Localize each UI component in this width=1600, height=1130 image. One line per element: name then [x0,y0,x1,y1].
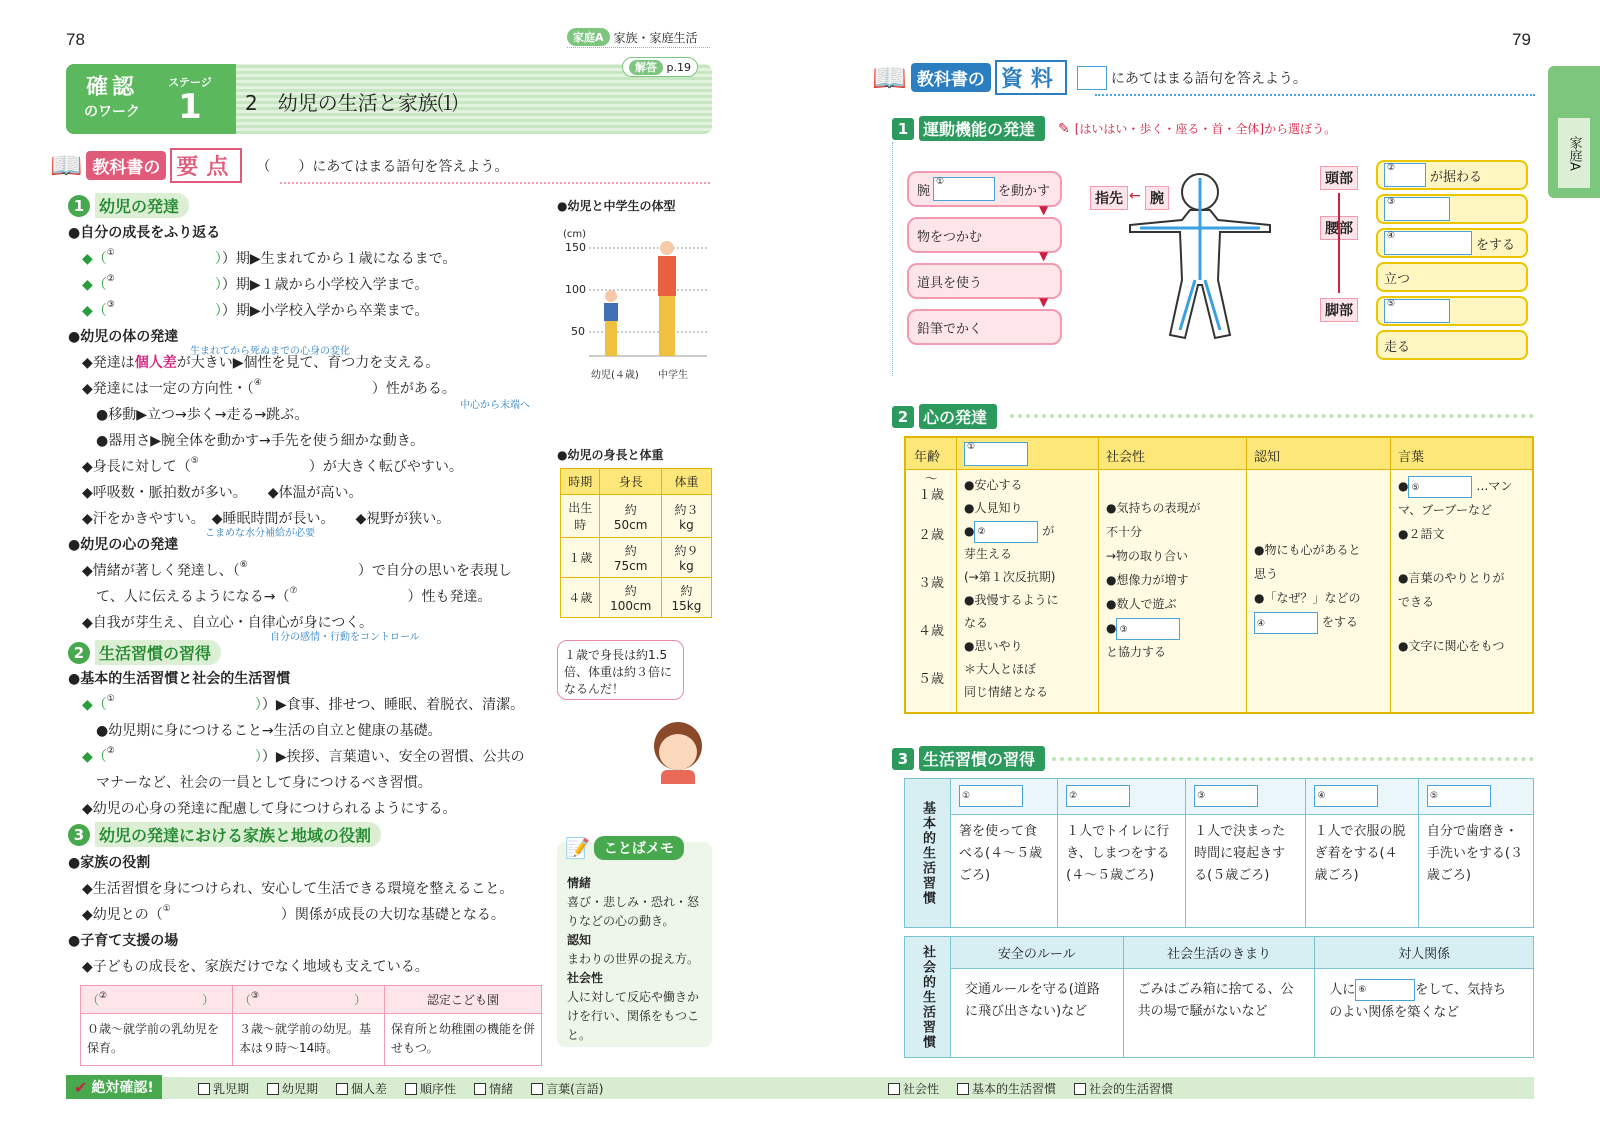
blank-line-1: ◆（① ））期▶生まれてから１歳になるまで。 [82,248,457,267]
text-line: マナーなど、社会の一員として身につけるべき習慣。 [96,775,432,791]
section-3-heading: 3 幼児の発達における家族と地域の役割 [68,822,381,847]
check-item[interactable]: 言葉(言語) [531,1080,603,1097]
leg-label: 脚部 [1320,298,1358,322]
stage-badge: ステージ 1 [168,76,212,127]
basic-habits-table: 基本的生活習慣 ① ② ③ ④ ⑤ 箸を使って食べる(４～５歳ごろ) １人でトイレに行き、しまつをする(４～５歳ごろ) １人で決まった時間に寝起きする(５歳ごろ) １人で衣服の脱ぎ着をする(４歳ごろ) 自分で歯磨き・手洗いをする(３歳ごろ) [904,778,1534,928]
sub-heading: ●基本的生活習慣と社会的生活習慣 [68,671,291,687]
col-sociality: ●気持ちの表現が 不十分 →物の取り合い ●想像力が増す ●数人で遊ぶ ● ③ と協力する [1106,501,1201,659]
right-checklist [888,1080,1191,1097]
memo-term: 認知 [567,933,592,947]
blank-line-3: ◆（③ ））期▶小学校入学から卒業まで。 [82,300,429,319]
care-cell: ０歳～就学前の乳幼児を保育。 [81,1014,233,1066]
right-section-1-heading: 1 運動機能の発達 ✎ [はいはい・歩く・座る・首・全体]から選ぼう。 [892,116,1336,141]
annotation: 自分の感情・行動をコントロール [270,632,420,643]
motor-row-3: 道具を使う [907,263,1062,299]
sub-heading: ●自分の成長をふり返る [68,225,221,241]
blank-line-8: ◆（① ））▶食事、排せつ、睡眠、着脱衣、清潔。 [82,694,525,713]
text-line: ●器用さ▶腕全体を動かす→手先を使う細かな動き。 [96,433,425,449]
care-cell: 保育所と幼稚園の機能を併せもつ。 [385,1014,542,1066]
row-label: 基本的生活習慣 [905,779,951,928]
motor-step-1: ② が据わる [1376,160,1528,190]
check-item[interactable]: 情緒 [474,1080,513,1097]
teen-figure [658,241,676,356]
memo-desc: まわりの世界の捉え方。 [567,952,700,966]
social-cell: ごみはごみ箱に捨てる、公共の場で騒がないなど [1123,969,1315,1058]
chapter-title: 2 幼児の生活と家族⑴ [245,91,458,115]
text-line: ◆幼児の心身の発達に配慮して身につけられるようにする。 [82,801,457,817]
book-icon: 📖 [872,61,907,94]
social-cell: 交通ルールを守る(道路に飛び出さない)など [951,969,1124,1058]
motor-step-5: ⑤ [1376,296,1528,326]
memo-term: 情緒 [567,876,592,890]
section-1-heading: 1 幼児の発達 [68,193,189,218]
blank-line-9: ◆（② ））▶挨拶、言葉遣い、安全の習慣、公共の [82,746,525,765]
blank-line-4: ◆発達には一定の方向性・（④ ）性がある。 [82,378,456,397]
annotation: こまめな水分補給が必要 [205,528,315,539]
check-item[interactable]: 基本的生活習慣 [957,1080,1056,1097]
page-number-left: 78 [66,30,85,49]
axis-tick: 50 [571,325,585,338]
check-item[interactable]: 乳児期 [198,1080,249,1097]
social-cell: 人に ⑥ をして、気持ちのよい関係を築くなど [1315,969,1534,1058]
word-memo [557,842,712,1047]
habit-cell: 箸を使って食べる(４～５歳ごろ) [951,814,1058,928]
motor-step-6: 走る [1376,330,1528,360]
check-work-badge: 確認 のワーク [84,75,140,120]
page-number-right: 79 [1512,30,1531,49]
finger-label: 指先 [1090,186,1128,210]
childcare-table: （② ） （③ ） 認定こども園 ０歳～就学前の乳幼児を保育。 ３歳～就学前の幼児。基本は９時～14時。 保育所と幼稚園の機能を併せもつ。 [80,985,542,1066]
sub-heading: ●幼児の体の発達 [68,329,179,345]
right-section-3-heading: 3 生活習慣の習得 [892,746,1045,771]
blank-line-7: て、人に伝えるようになる→（⑦ ）性も発達。 [96,586,492,605]
figure-label: 幼児(４歳) [591,370,639,381]
check-item[interactable]: 順序性 [405,1080,456,1097]
age-column: ～ １歳 ２歳 ３歳 ４歳 ５歳 [917,472,944,687]
side-tab: 家庭A [1548,66,1600,198]
blank-line-5: ◆身長に対して（⑤ ）が大きく転びやすい。 [82,456,463,475]
col-cognition: ●物にも心があると 思う ●「なぜ？」などの ④ をする [1254,538,1360,634]
check-label: ✔ 絶対確認! [66,1075,162,1099]
speech-bubble: １歳で身長は約1.5倍、体重は約３倍になるんだ！ [557,640,684,700]
sub-heading: ●幼児の心の発達 [68,537,179,553]
arm-label: 腕 [1145,186,1169,210]
right-section-2-heading: 2 心の発達 [892,404,997,429]
col-language: ● ⑤ …マン マ、ブーブーなど ●２語文 ●言葉のやりとりが できる ●文字に関心をもつ [1398,474,1512,658]
memo-desc: 人に対して反応や働きかけを行い、関係をもつこと。 [567,990,700,1042]
table-header: 言葉 [1398,450,1425,465]
arrow-left-icon: ← [1129,188,1141,204]
annotation: 中心から末端へ [460,400,530,411]
check-item[interactable]: 幼児期 [267,1080,318,1097]
col-emotion: ●安心する ●人見知り ● ② が 芽生える (→第１次反抗期) ●我慢するように なる ●思いやり ＊大人とほぼ 同じ情緒となる [964,478,1059,699]
answer-link[interactable]: 解答 p.19 [622,57,698,77]
motor-step-2: ③ [1376,194,1528,224]
blank-line-10: ◆幼児との（① ）関係が成長の大切な基礎となる。 [82,904,505,923]
habit-cell: １人で決まった時間に寝起きする(５歳ごろ) [1186,814,1306,928]
figure-title: ●幼児と中学生の体型 [557,199,676,213]
child-figure [604,290,618,356]
left-checklist [198,1080,621,1097]
text-line: ◆生活習慣を身につけられ、安心して生活できる環境を整えること。 [82,881,514,897]
care-cell: ３歳～就学前の幼児。基本は９時～14時。 [233,1014,385,1066]
social-head: 社会生活のきまり [1123,937,1315,969]
height-weight-table: 時期 身長 体重 出生時 約 50cm 約３kg １歳 約 75cm 約９kg ４歳 約100cm 約15kg [560,468,712,618]
text-line: ◆汗をかきやすい。 ◆睡眠時間が長い。 ◆視野が狭い。 [82,511,451,527]
mind-development-table: 年齢 ① 社会性 認知 言葉 ～ １歳 ２歳 ３歳 ４歳 ５歳 ●安心する ●人見知り ● ② が 芽生える (→第１次反抗期) ●我慢するように なる ●思いやり ＊大人とほぼ 同じ情緒となる ●気持ちの表現が 不十分 →物の取り合い ●想像力が増す ●数人で遊ぶ ● ③ と協力する ●物にも心があると 思う ●「なぜ？」などの ④ をする ● ⑤ …マン マ、ブーブーなど ●２語文 ●言葉のやりとりが できる ●文字に関心をもつ [904,436,1534,714]
pencil-icon: ✎ [1058,120,1070,137]
care-head: 認定こども園 [385,986,542,1014]
annotation: 生まれてから死ぬまでの心身の変化 [190,346,350,357]
table-header: 年齢 [914,450,941,465]
memo-title: 📝 ことばメモ [565,836,684,860]
habit-cell: 自分で歯磨き・手洗いをする(３歳ごろ) [1418,814,1533,928]
memo-desc: 喜び・悲しみ・恐れ・怒りなどの心の動き。 [567,895,700,928]
body-outline-figure [1120,170,1280,350]
section-2-heading: 2 生活習慣の習得 [68,640,221,665]
motor-row-1: 腕 ① を動かす [907,171,1062,207]
subject-tag: 家庭A 家族・家庭生活 [567,28,698,46]
text-line: ◆呼吸数・脈拍数が多い。 ◆体温が高い。 [82,485,363,501]
motor-step-3: ④ をする [1376,228,1528,258]
arrow-down-icon: ▼ [1039,295,1049,309]
memo-term: 社会性 [567,971,604,985]
check-item[interactable]: 社会性 [888,1080,939,1097]
habit-cell: １人でトイレに行き、しまつをする(４～５歳ごろ) [1058,814,1186,928]
checkmark-icon: ✔ [74,1077,88,1097]
table-header: 認知 [1254,450,1281,465]
text-line: ◆発達は個人差が大きい▶個性を見て、育つ力を支える。 [82,355,440,371]
table-header: 社会性 [1106,450,1146,465]
head-label: 頭部 [1320,166,1358,190]
social-head: 安全のルール [951,937,1124,969]
text-line: ◆自我が芽生え、自立心・自律心が身につく。 [82,615,374,631]
book-icon: 📖 [50,150,83,181]
girl-avatar [652,722,704,784]
check-item[interactable]: 社会的生活習慣 [1074,1080,1173,1097]
habit-cell: １人で衣服の脱ぎ着をする(４歳ごろ) [1306,814,1418,928]
kaname-heading: 📖 教科書の 要点 （ ）にあてはまる語句を答えよう。 [50,148,508,183]
blank-line-6: ◆情緒が著しく発達し、（⑥ ）で自分の思いを表現し [82,560,512,579]
motor-row-4: 鉛筆でかく [907,309,1062,345]
shiryo-heading: 📖 教科書の 資料 にあてはまる語句を答えよう。 [872,61,1307,94]
check-item[interactable]: 個人差 [336,1080,387,1097]
axis-tick: 100 [565,283,586,296]
social-head: 対人関係 [1315,937,1534,969]
text-line: ◆子どもの成長を、家族だけでなく地域も支えている。 [82,959,429,975]
axis-unit: (cm) [563,229,587,240]
arrow-down-icon: ▼ [1039,249,1049,263]
social-habits-table [904,936,1534,1058]
blank-line-2: ◆（② ））期▶１歳から小学校入学まで。 [82,274,429,293]
figure-title: ●幼児の身長と体重 [557,448,664,462]
figure-label: 中学生 [658,370,688,381]
axis-tick: 150 [565,241,586,254]
sub-heading: ●子育て支援の場 [68,933,179,949]
text-line: ●移動▶立つ→歩く→走る→跳ぶ。 [96,407,309,423]
arrow-down-icon: ▼ [1039,203,1049,217]
text-line: ●幼児期に身につけること→生活の自立と健康の基礎。 [96,723,442,739]
motor-row-2: 物をつかむ [907,217,1062,253]
sub-heading: ●家族の役割 [68,855,151,871]
notepad-icon: 📝 [565,836,590,860]
row-label: 社会的生活習慣 [905,937,951,1058]
waist-label: 腰部 [1320,216,1358,240]
motor-step-4: 立つ [1376,262,1528,292]
